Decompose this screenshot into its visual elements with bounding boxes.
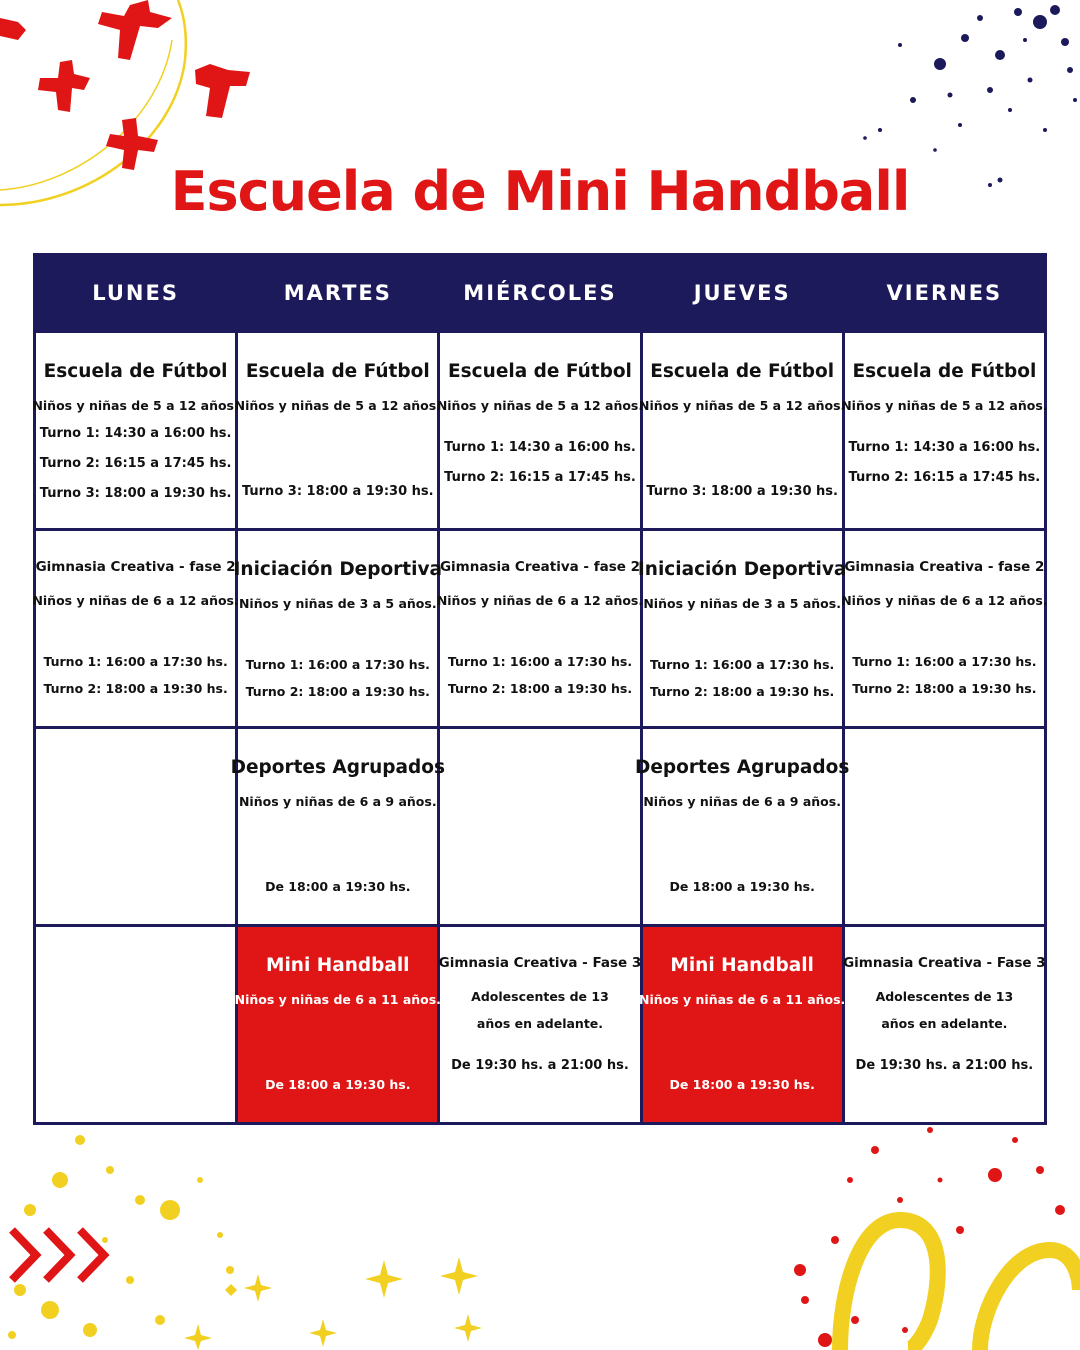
activity-cell <box>841 332 1048 530</box>
schedule-row <box>35 728 1046 926</box>
schedule-row <box>35 926 1046 1124</box>
activity-time: Turno 3: 18:00 a 19:30 hs. <box>39 486 232 501</box>
activity-time: Turno 3: 18:00 a 19:30 hs. <box>241 484 434 499</box>
activity-title: Deportes Agrupados <box>634 757 850 778</box>
activity-ages: Niños y niñas de 6 a 12 años. <box>32 593 239 608</box>
activity-ages: Niños y niñas de 5 a 12 años. <box>234 398 441 413</box>
activity-time: Turno 2: 18:00 a 19:30 hs. <box>245 684 430 699</box>
schedule-table <box>33 253 1047 1125</box>
activity-time: Turno 2: 18:00 a 19:30 hs. <box>447 681 633 696</box>
activity-ages: Niños y niñas de 5 a 12 años. <box>436 398 644 413</box>
activity-title: Gimnasia Creativa - Fase 3 <box>843 955 1046 971</box>
activity-ages: Niños y niñas de 6 a 11 años. <box>639 992 846 1007</box>
activity-time: Turno 2: 18:00 a 19:30 hs. <box>650 684 835 699</box>
activity-cell <box>843 926 1045 1124</box>
activity-title: Iniciación Deportiva <box>233 559 443 580</box>
activity-title: Deportes Agrupados <box>230 757 445 778</box>
activity-time: Turno 2: 16:15 a 17:45 hs. <box>444 470 636 485</box>
activity-cell <box>230 728 445 926</box>
day-header-jueves: JUEVES <box>641 255 843 332</box>
activity-time: De 18:00 a 19:30 hs. <box>669 1077 815 1092</box>
activity-ages: Adolescentes de 13 años en adelante. <box>875 989 1014 1031</box>
activity-cell <box>436 332 644 530</box>
activity-cell <box>233 530 443 728</box>
activity-title: Mini Handball <box>266 955 410 976</box>
activity-time: De 19:30 hs. a 21:00 hs. <box>855 1058 1034 1073</box>
activity-time: De 19:30 hs. a 21:00 hs. <box>451 1058 629 1073</box>
activity-ages: Niños y niñas de 5 a 12 años. <box>841 398 1048 413</box>
activity-title: Gimnasia Creativa - fase 2 <box>439 559 640 575</box>
day-header-miercoles: MIÉRCOLES <box>439 255 641 332</box>
schedule-row <box>35 530 1046 728</box>
activity-time: Turno 1: 16:00 a 17:30 hs. <box>245 657 430 672</box>
activity-title: Gimnasia Creativa - fase 2 <box>35 559 236 575</box>
activity-time: Turno 2: 16:15 a 17:45 hs. <box>39 456 232 471</box>
activity-ages: Niños y niñas de 3 a 5 años. <box>643 596 841 611</box>
schedule-row <box>35 332 1046 530</box>
empty-cell <box>439 728 641 926</box>
bottom-right-decoration <box>780 1120 1080 1350</box>
activity-cell <box>639 332 846 530</box>
activity-ages: Niños y niñas de 6 a 9 años. <box>643 794 841 809</box>
activity-time: Turno 1: 16:00 a 17:30 hs. <box>43 654 228 669</box>
activity-cell <box>439 926 641 1124</box>
activity-cell <box>436 530 644 728</box>
activity-title: Escuela de Fútbol <box>448 361 632 382</box>
activity-ages: Niños y niñas de 6 a 11 años. <box>234 992 441 1007</box>
activity-title: Escuela de Fútbol <box>650 361 835 382</box>
mini-handball-cell <box>234 926 441 1124</box>
page-title: Escuela de Mini Handball <box>170 160 910 223</box>
activity-time: Turno 2: 16:15 a 17:45 hs. <box>848 470 1041 485</box>
activity-title: Gimnasia Creativa - Fase 3 <box>438 955 642 971</box>
activity-title: Iniciación Deportiva <box>637 559 847 580</box>
day-header-martes: MARTES <box>237 255 439 332</box>
days-header-row <box>35 255 1046 332</box>
activity-time: De 18:00 a 19:30 hs. <box>265 879 411 894</box>
empty-cell <box>35 728 237 926</box>
bottom-left-decoration <box>0 1120 500 1350</box>
empty-cell <box>843 728 1045 926</box>
activity-time: De 18:00 a 19:30 hs. <box>669 879 815 894</box>
activity-ages: Niños y niñas de 6 a 12 años. <box>436 593 644 608</box>
activity-title: Escuela de Fútbol <box>245 361 430 382</box>
activity-time: Turno 2: 18:00 a 19:30 hs. <box>852 681 1037 696</box>
activity-cell <box>637 530 847 728</box>
activity-cell <box>234 332 441 530</box>
activity-ages: Niños y niñas de 5 a 12 años. <box>32 398 239 413</box>
activity-time: Turno 1: 14:30 a 16:00 hs. <box>444 440 636 455</box>
activity-ages: Niños y niñas de 6 a 9 años. <box>238 794 437 809</box>
activity-cell <box>32 332 239 530</box>
activity-cell <box>32 530 239 728</box>
day-header-lunes: LUNES <box>35 255 237 332</box>
activity-time: Turno 1: 16:00 a 17:30 hs. <box>447 654 633 669</box>
activity-time: De 18:00 a 19:30 hs. <box>265 1077 411 1092</box>
activity-cell <box>634 728 850 926</box>
activity-time: Turno 1: 16:00 a 17:30 hs. <box>650 657 835 672</box>
activity-time: Turno 3: 18:00 a 19:30 hs. <box>646 484 838 499</box>
activity-ages: Niños y niñas de 3 a 5 años. <box>238 596 437 611</box>
mini-handball-cell <box>639 926 846 1124</box>
activity-ages: Niños y niñas de 6 a 12 años. <box>841 593 1048 608</box>
activity-time: Turno 1: 14:30 a 16:00 hs. <box>848 440 1041 455</box>
activity-time: Turno 1: 16:00 a 17:30 hs. <box>852 654 1037 669</box>
activity-title: Escuela de Fútbol <box>43 361 228 382</box>
activity-cell <box>841 530 1048 728</box>
activity-time: Turno 2: 18:00 a 19:30 hs. <box>43 681 228 696</box>
activity-time: Turno 1: 14:30 a 16:00 hs. <box>39 426 232 441</box>
day-header-viernes: VIERNES <box>843 255 1045 332</box>
empty-cell <box>35 926 237 1124</box>
activity-title: Gimnasia Creativa - fase 2 <box>844 559 1045 575</box>
activity-ages: Adolescentes de 13 años en adelante. <box>471 989 609 1031</box>
activity-title: Mini Handball <box>670 955 814 976</box>
activity-ages: Niños y niñas de 5 a 12 años. <box>639 398 846 413</box>
activity-title: Escuela de Fútbol <box>852 361 1037 382</box>
